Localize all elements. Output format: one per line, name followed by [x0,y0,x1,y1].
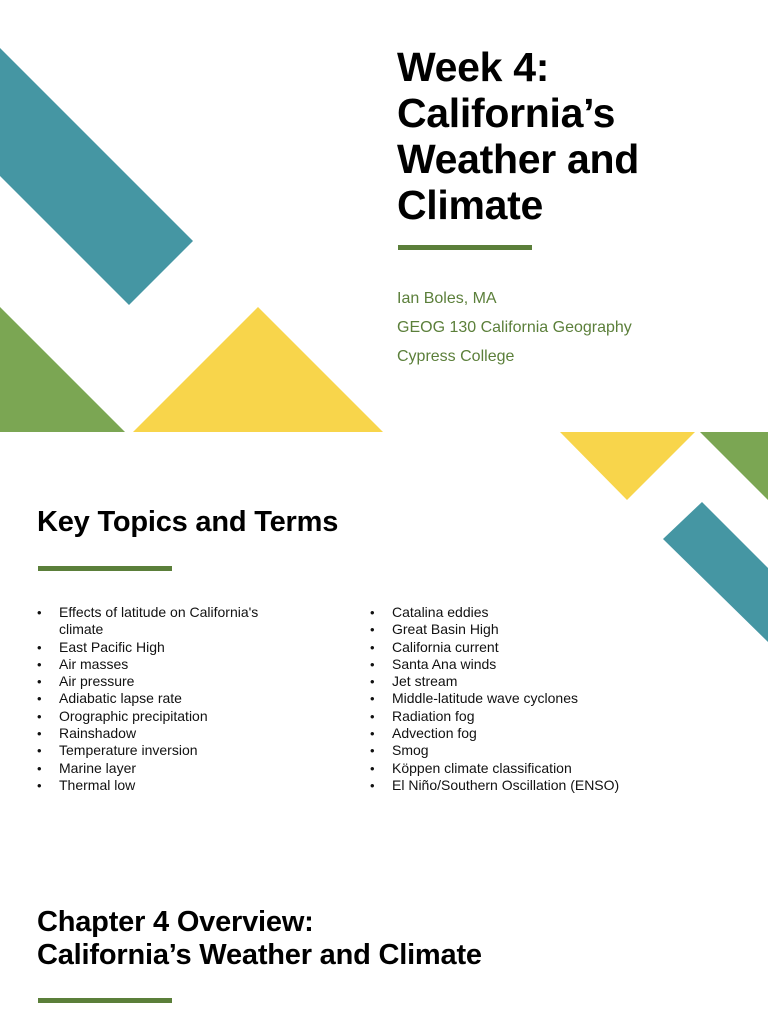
yellow-triangle [560,432,695,500]
accent-rule [38,998,172,1003]
title-line: Chapter 4 Overview: [37,906,314,938]
list-item: • Smog [370,742,670,759]
list-item: • Radiation fog [370,708,670,725]
title-line: California’s [397,90,616,136]
list-item: • Orographic precipitation [37,708,297,725]
list-item: • Middle-latitude wave cyclones [370,690,670,707]
slide-title [0,0,768,432]
list-item: • Effects of latitude on California's climate [37,604,297,639]
list-item: • California current [370,639,670,656]
list-item: • Catalina eddies [370,604,670,621]
list-item: • Adiabatic lapse rate [37,690,297,707]
list-item: • East Pacific High [37,639,297,656]
slide-key-topics [0,432,768,864]
slide-heading [37,906,737,972]
teal-diagonal-band [663,502,768,642]
institution-name: Cypress College [397,348,515,365]
list-item: • Köppen climate classification [370,760,670,777]
list-item: • Jet stream [370,673,670,690]
list-item: • Thermal low [37,777,297,794]
accent-rule [38,566,172,571]
title-line: Week 4: [397,44,550,90]
course-name: GEOG 130 California Geography [397,319,632,336]
accent-rule [398,245,532,250]
list-item: • Temperature inversion [37,742,297,759]
green-triangle [0,307,125,432]
list-item: • Santa Ana winds [370,656,670,673]
list-item: • Air pressure [37,673,297,690]
yellow-triangle [133,307,383,432]
green-triangle [700,432,768,500]
slide-title-heading [397,44,757,228]
title-line: Weather and [397,136,639,182]
slide-heading: Key Topics and Terms [37,506,339,538]
teal-diagonal-band [0,48,193,305]
list-item: • Advection fog [370,725,670,742]
topics-list-left [37,604,297,794]
title-line: California’s Weather and Climate [37,939,482,971]
list-item: • El Niño/Southern Oscillation (ENSO) [370,777,670,794]
list-item: • Rainshadow [37,725,297,742]
topics-list-right [370,604,670,794]
title-line: Climate [397,182,544,228]
presenter-info [397,284,632,371]
list-item: • Great Basin High [370,621,670,638]
slide-chapter-overview [0,864,768,1024]
list-item: • Air masses [37,656,297,673]
presenter-name: Ian Boles, MA [397,290,497,307]
list-item: • Marine layer [37,760,297,777]
